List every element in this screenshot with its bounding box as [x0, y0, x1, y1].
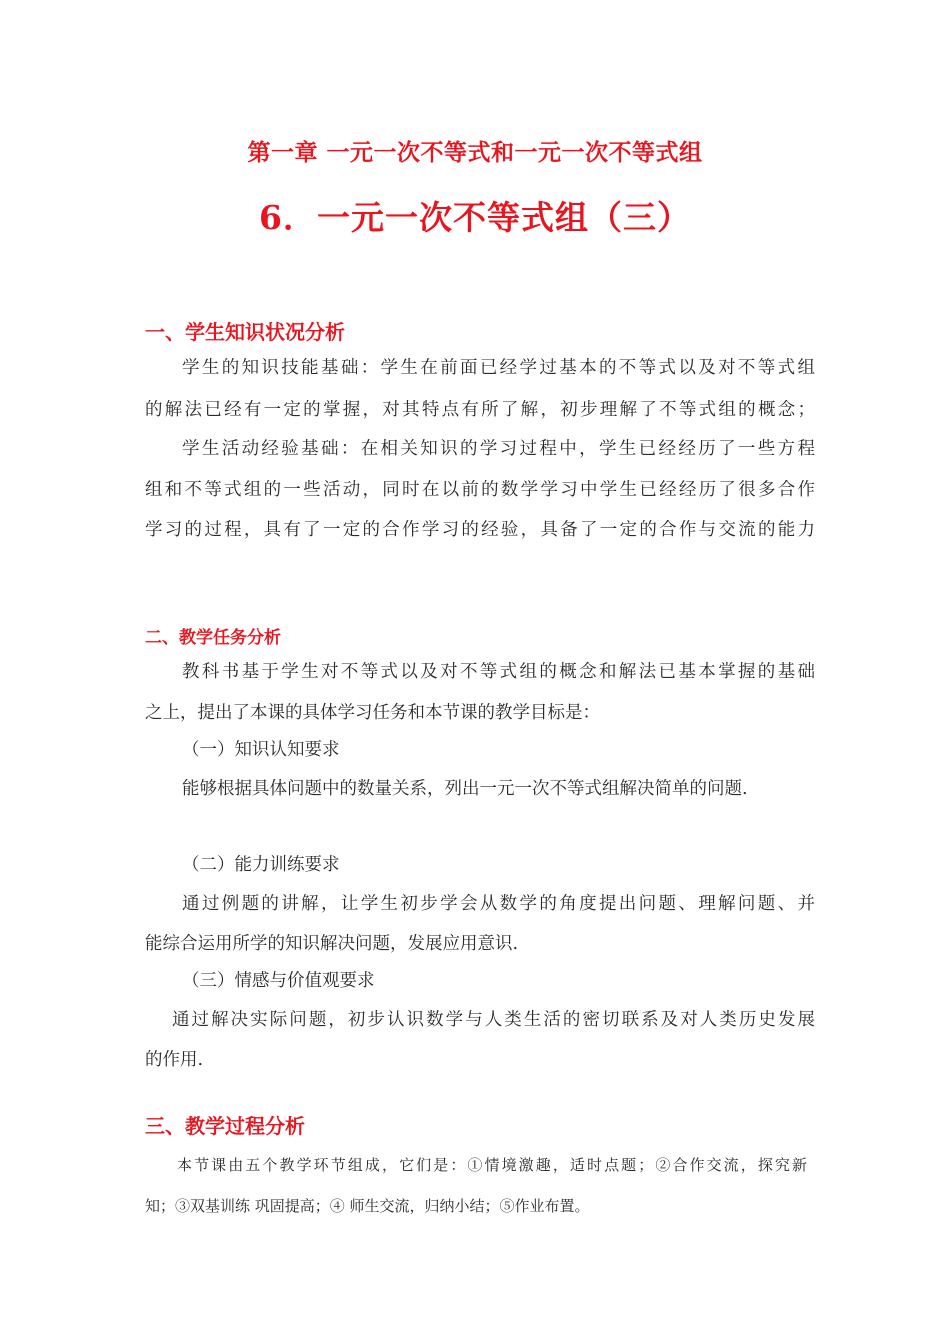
paragraph-line: 学生活动经验基础：在相关知识的学习过程中，学生已经经历了一些方程: [182, 439, 815, 459]
paragraph-line: 组和不等式组的一些活动，同时在以前的数学学习中学生已经经历了很多合作: [145, 480, 815, 500]
paragraph-line: 本节课由五个教学环节组成，它们是：①情境激趣，适时点题；②合作交流，探究新: [177, 1156, 807, 1174]
paragraph-line: 能综合运用所学的知识解决问题，发展应用意识.: [145, 934, 519, 954]
paragraph-line: 学习的过程，具有了一定的合作学习的经验，具备了一定的合作与交流的能力: [145, 520, 815, 540]
subheading-knowledge: （一）知识认知要求: [182, 740, 340, 760]
paragraph-line: 之上，提出了本课的具体学习任务和本节课的教学目标是：: [145, 703, 600, 723]
lesson-title: 6．一元一次不等式组（三）: [259, 198, 691, 237]
paragraph-line: 的作用.: [145, 1050, 204, 1070]
section-heading-process-analysis: 三、教学过程分析: [145, 1114, 305, 1138]
subheading-ability: （二）能力训练要求: [182, 855, 340, 875]
chapter-title: 第一章 一元一次不等式和一元一次不等式组: [247, 139, 703, 166]
section-heading-student-analysis: 一、学生知识状况分析: [145, 320, 345, 344]
subheading-emotion: （三）情感与价值观要求: [182, 971, 375, 991]
paragraph-line: 通过例题的讲解，让学生初步学会从数学的角度提出问题、理解问题、并: [182, 894, 815, 914]
paragraph-line: 的解法已经有一定的掌握，对其特点有所了解，初步理解了不等式组的概念；: [145, 400, 815, 420]
paragraph-line: 能够根据具体问题中的数量关系，列出一元一次不等式组解决简单的问题.: [182, 779, 748, 799]
paragraph-line: 知；③双基训练 巩固提高；④ 师生交流，归纳小结；⑤作业布置。: [145, 1197, 590, 1215]
paragraph-line: 教科书基于学生对不等式以及对不等式组的概念和解法已基本掌握的基础: [182, 662, 815, 682]
section-heading-task-analysis: 二、教学任务分析: [145, 628, 281, 648]
paragraph-line: 学生的知识技能基础：学生在前面已经学过基本的不等式以及对不等式组: [182, 358, 815, 378]
paragraph-line: 通过解决实际问题，初步认识数学与人类生活的密切联系及对人类历史发展: [172, 1010, 815, 1030]
